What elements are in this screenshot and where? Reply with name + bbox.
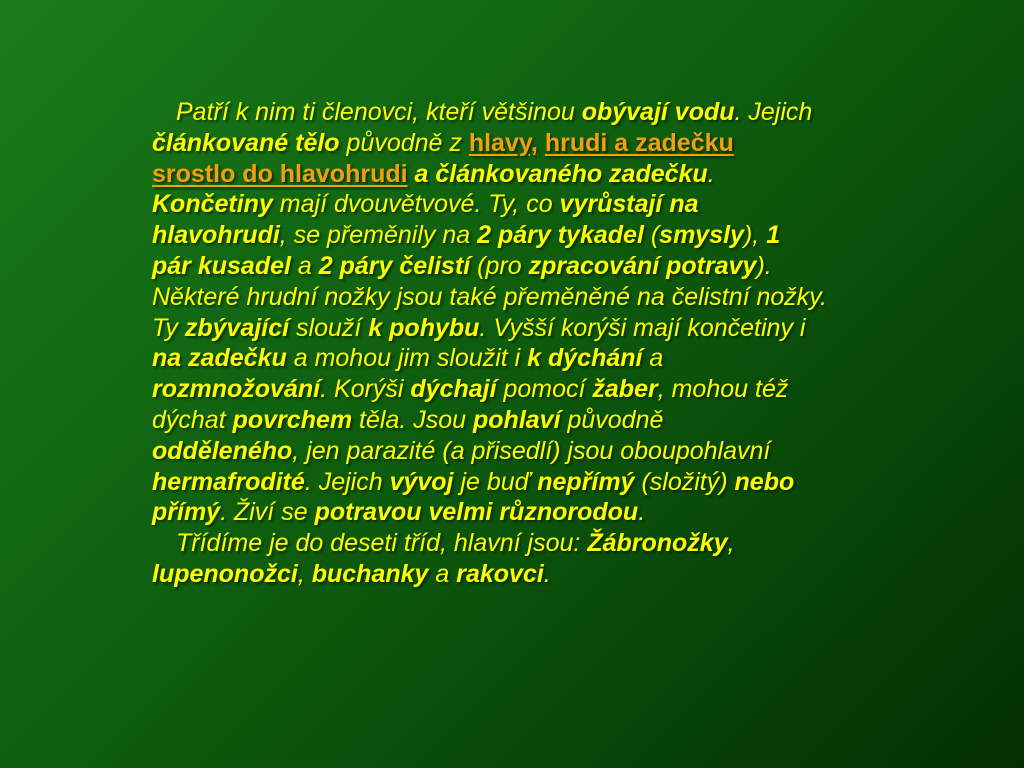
bold-text-segment: k dýchání: [527, 344, 643, 373]
text-segment: .: [638, 498, 646, 527]
text-segment: (složitý): [634, 467, 735, 496]
text-line: [152, 436, 892, 467]
bold-text-segment: na zadečku: [152, 344, 287, 373]
text-segment: původně z: [339, 128, 469, 157]
bold-text-segment: žaber: [592, 375, 658, 404]
text-line: [152, 467, 892, 498]
text-segment: ).: [756, 251, 772, 280]
bold-text-segment: rakovci: [456, 559, 544, 588]
text-segment: [538, 129, 545, 157]
text-segment: .: [707, 159, 715, 188]
text-segment: . Jejich: [304, 467, 390, 496]
bold-text-segment: pohlaví: [473, 405, 561, 434]
text-segment: ),: [743, 221, 767, 250]
text-line: [152, 374, 892, 405]
hyperlink-segment[interactable]: hlavy,: [468, 128, 538, 157]
text-segment: těla. Jsou: [352, 405, 473, 434]
bold-text-segment: obývají vodu: [581, 98, 735, 126]
text-segment: je buď: [453, 467, 538, 496]
text-line: [152, 128, 892, 159]
text-segment: dýchat: [152, 405, 233, 434]
text-segment: slouží: [289, 313, 369, 342]
bold-text-segment: zbývající: [184, 313, 290, 342]
bold-text-segment: hermafrodité: [152, 467, 305, 496]
bold-text-segment: smysly: [659, 221, 744, 250]
text-segment: ,: [297, 559, 312, 588]
text-line: [152, 559, 892, 590]
bold-text-segment: k pohybu: [368, 313, 480, 342]
text-segment: původně: [560, 405, 664, 434]
text-line: [152, 97, 892, 128]
text-segment: , jen parazité (a přisedlí) jsou oboupohlavní: [292, 436, 771, 465]
bold-text-segment: Žábronožky: [587, 529, 728, 558]
text-line: [152, 189, 892, 220]
bold-text-segment: lupenonožci: [152, 559, 298, 588]
text-segment: . Živí se: [220, 498, 315, 527]
text-line: [152, 528, 892, 559]
text-segment: a: [428, 559, 457, 588]
hyperlink-segment[interactable]: hrudi a zadečku: [544, 128, 734, 157]
text-segment: ,: [727, 529, 735, 558]
bold-text-segment: zpracování potravy: [528, 251, 757, 280]
text-segment: [408, 160, 415, 188]
text-segment: . Vyšší korýši mají končetiny i: [479, 313, 806, 342]
hyperlink-segment[interactable]: srostlo do hlavohrudi: [152, 159, 408, 188]
text-segment: Některé hrudní nožky jsou také přeměněné na čelistní nožky.: [152, 282, 827, 311]
bold-text-segment: nebo: [734, 467, 795, 496]
text-segment: Patří k nim ti členovci, kteří většinou: [176, 98, 582, 126]
text-segment: (: [643, 221, 660, 250]
text-segment: , mohou též: [657, 375, 789, 404]
bold-text-segment: 2 páry tykadel: [477, 221, 644, 250]
text-line: [152, 159, 892, 190]
text-segment: Třídíme je do deseti tříd, hlavní jsou:: [176, 529, 588, 558]
text-line: [152, 405, 892, 436]
text-line: [152, 313, 892, 344]
text-segment: a: [642, 344, 664, 373]
text-segment: pomocí: [496, 375, 593, 404]
bold-text-segment: 2 páry čelistí: [318, 251, 471, 280]
bold-text-segment: nepřímý: [537, 467, 635, 496]
text-segment: a: [290, 251, 319, 280]
text-segment: . Korýši: [320, 375, 411, 404]
text-segment: a mohou jim sloužit i: [286, 344, 528, 373]
text-segment: mají dvouvětvové. Ty, co: [272, 190, 560, 219]
text-line: [152, 251, 892, 282]
text-line: [152, 497, 892, 528]
text-segment: . Jejich: [734, 98, 813, 126]
bold-text-segment: článkované tělo: [152, 128, 340, 157]
text-line: [152, 282, 892, 313]
text-segment: , se přeměnily na: [279, 221, 478, 250]
bold-text-segment: pár kusadel: [152, 251, 291, 280]
bold-text-segment: 1: [766, 221, 781, 250]
text-line: [152, 343, 892, 374]
bold-text-segment: dýchají: [410, 375, 497, 404]
bold-text-segment: Končetiny: [152, 190, 273, 219]
bold-text-segment: vyrůstají na: [559, 190, 699, 219]
bold-text-segment: přímý: [152, 498, 221, 527]
bold-text-segment: vývoj: [389, 467, 454, 496]
bold-text-segment: a článkovaného zadečku: [414, 159, 708, 188]
body-text-block: [152, 97, 892, 590]
text-segment: (pro: [470, 251, 529, 280]
bold-text-segment: odděleného: [152, 436, 293, 465]
text-segment: Ty: [152, 313, 185, 342]
bold-text-segment: povrchem: [232, 405, 353, 434]
bold-text-segment: hlavohrudi: [152, 221, 280, 250]
bold-text-segment: rozmnožování: [152, 375, 321, 404]
bold-text-segment: buchanky: [311, 559, 429, 588]
text-segment: .: [543, 559, 551, 588]
text-line: [152, 220, 892, 251]
bold-text-segment: potravou velmi různorodou: [314, 498, 639, 527]
